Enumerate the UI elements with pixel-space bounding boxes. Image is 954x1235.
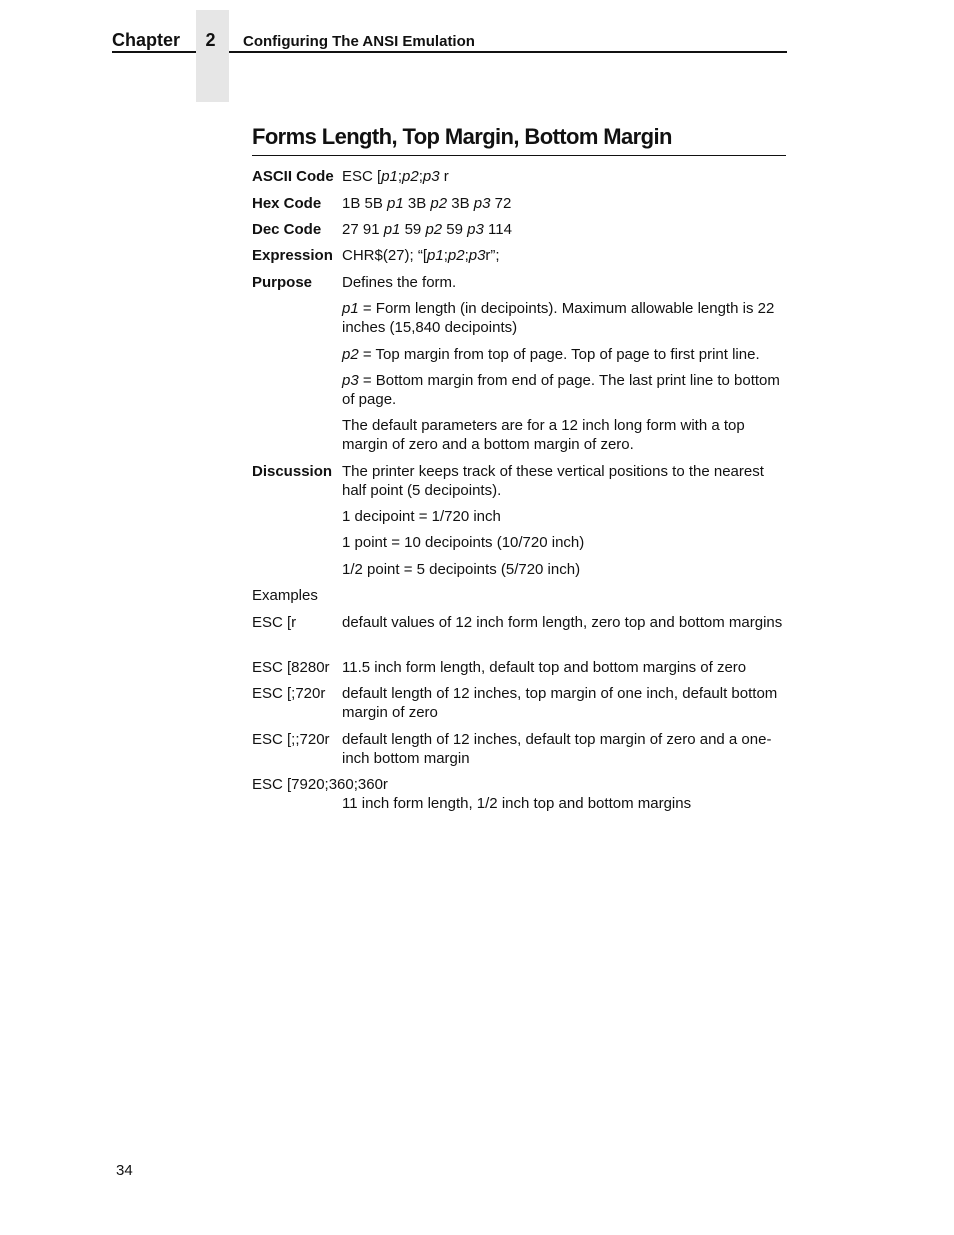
purpose-intro: Defines the form.	[342, 274, 457, 291]
discussion-label: Discussion	[252, 463, 333, 480]
header-rule	[229, 51, 787, 53]
dec-code-label: Dec Code	[252, 221, 322, 238]
chapter-title: Configuring The ANSI Emulation	[243, 33, 475, 50]
section-title: Forms Length, Top Margin, Bottom Margin	[252, 124, 672, 149]
hex-code-value: 1B 5B p1 3B p2 3B p3 72	[342, 195, 512, 212]
page-number: 34	[116, 1162, 133, 1179]
examples-heading: Examples	[252, 587, 318, 604]
hex-code-label: Hex Code	[252, 195, 322, 212]
ascii-code-value: ESC [p1;p2;p3 r	[342, 168, 449, 185]
section-rule	[252, 155, 786, 156]
param-p2: p2	[342, 346, 359, 363]
chapter-number: 2	[205, 30, 216, 50]
example-code: ESC [;720r	[252, 685, 326, 702]
example-code: ESC [8280r	[252, 659, 330, 676]
ascii-code-label: ASCII Code	[252, 168, 334, 185]
chapter-label-rule	[112, 51, 196, 53]
example-desc: default values of 12 inch form length, zero top and bottom margins	[342, 614, 783, 631]
purpose-label: Purpose	[252, 274, 313, 291]
expression-label: Expression	[252, 247, 333, 264]
example-code: ESC [;;720r	[252, 731, 330, 748]
example-desc: 11.5 inch form length, default top and bottom margins of zero	[342, 659, 747, 676]
example-desc: 11 inch form length, 1/2 inch top and bottom margins	[342, 795, 692, 812]
example-desc: default length of 12 inches, default top margin of zero and a one-inch bottom margin	[342, 731, 772, 767]
example-code: ESC [r	[252, 614, 297, 631]
expression-value: CHR$(27); “[p1;p2;p3r”;	[342, 247, 500, 264]
param-p1: p1	[342, 300, 359, 317]
example-desc: default length of 12 inches, top margin of one inch, default bottom margin of zero	[342, 685, 778, 721]
example-code: ESC [7920;360;360r	[252, 776, 388, 793]
discussion-text: The printer keeps track of these vertical positions to the nearest half point (5 decipoints).	[342, 463, 764, 499]
chapter-tab	[196, 10, 229, 102]
param-p3: p3	[342, 372, 359, 389]
dec-code-value: 27 91 p1 59 p2 59 p3 114	[342, 221, 512, 238]
chapter-label: Chapter	[112, 30, 181, 50]
